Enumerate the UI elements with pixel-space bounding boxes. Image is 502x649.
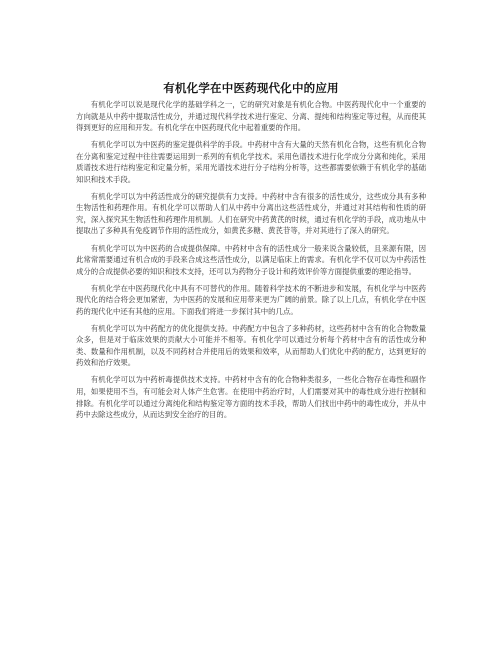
paragraph-5: 有机化学在中医药现代化中具有不可替代的作用。随着科学技术的不断进步和发展，有机化学与中医药现代化的结合将会更加紧密，为中医药的发展和应用带来更为广阔的前景。除了以上几点，有机化学在中医药的现代化中还有其他的应用。下面我们将进一步探讨其中的几点。 [76,283,426,316]
paragraph-1: 有机化学可以说是现代化学的基础学科之一，它的研究对象是有机化合物。中医药现代化中一个重要的方向就是从中药中提取活性成分，并通过现代科学技术进行鉴定、分离、提纯和结构鉴定等过程，从而使其得到更好的应用和开发。有机化学在中医药现代化中起着重要的作用。 [76,100,426,133]
document-title: 有机化学在中医药现代化中的应用 [163,81,339,95]
paragraph-6: 有机化学可以为中药配方的优化提供支持。中药配方中包含了多种药材，这些药材中含有的化合物数量众多，但是对于临床效果的贡献大小可能并不相等。有机化学可以通过分析每个药材中含有的活性成分种类、数量和作用机制，以及不同药材合并使用后的效果和效率，从而帮助人们优化中药的配方，达到更好的药效和治疗效果。 [76,323,426,368]
document-body [76,99,426,426]
paragraph-2: 有机化学可以为中医药的鉴定提供科学的手段。中药材中含有大量的天然有机化合物，这些有机化合物在分离和鉴定过程中往往需要运用到一系列的有机化学技术。采用色谱技术进行化学成分分离和纯化，采用质谱技术进行结构鉴定和定量分析，采用光谱技术进行分子结构分析等，这些都需要依赖于有机化学的基础知识和技术手段。 [76,140,426,184]
paragraph-3: 有机化学可以为中药活性成分的研究提供有力支持。中药材中含有很多的活性成分，这些成分具有多种生物活性和药理作用。有机化学可以帮助人们从中药中分离出这些活性成分，并通过对其结构和性质的研究，深入探究其生物活性和药理作用机制。人们在研究中药黄芪的时候，通过有机化学的手段，成功地从中提取出了多种具有免疫调节作用的活性成分，如黄芪多糖、黄芪苷等，并对其进行了深入的研究。 [76,191,426,236]
paragraph-7: 有机化学可以为中药析毒提供技术支持。中药材中含有的化合物种类很多，一些化合物存在毒性和副作用，如果使用不当，有可能会对人体产生危害。在使用中药治疗时，人们需要对其中的毒性成分进行控制和排除。有机化学可以通过分离纯化和结构鉴定等方面的技术手段，帮助人们找出中药中的毒性成分，并从中药中去除这些成分，从而达到安全治疗的目的。 [76,375,426,420]
paragraph-4: 有机化学可以为中医药的合成提供保障。中药材中含有的活性成分一般来说含量较低，且来源有限，因此常常需要通过有机合成的手段来合成这些活性成分，以满足临床上的需求。有机化学不仅可以为中药活性成分的合成提供必要的知识和技术支持，还可以为药物分子设计和药效评价等方面提供重要的理论指导。 [76,243,426,276]
